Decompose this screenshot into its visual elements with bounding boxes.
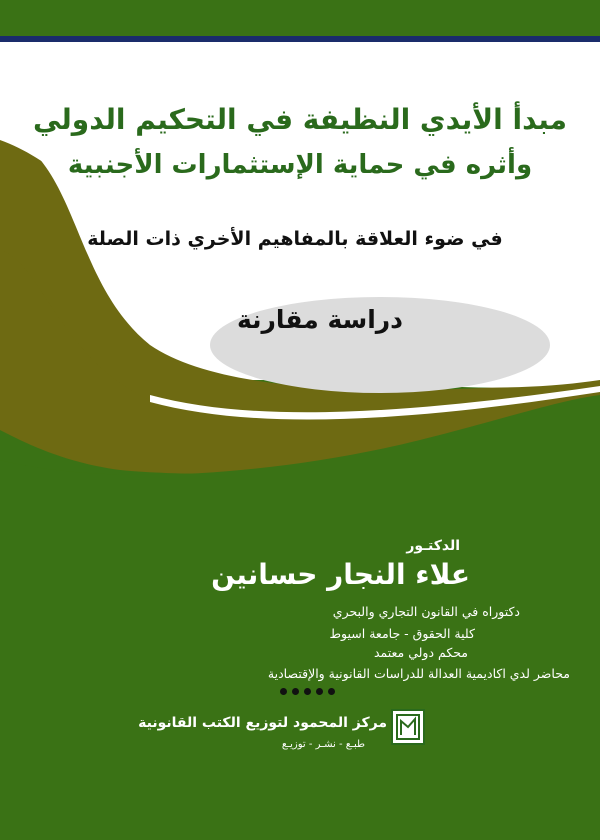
author-prefix: الدكتـور [406,538,460,554]
book-title-line2: وأثره في حماية الإستثمارات الأجنبية [67,150,533,180]
author-name: علاء النجار حسانين [211,558,470,591]
dot [292,688,299,695]
credential-line: محكم دولي معتمد [373,645,468,660]
study-type: دراسة مقارنة [236,305,404,334]
publisher-tagline: طبـع - نشـر - توزيـع [281,739,365,750]
credential-line: دكتوراه في القانون التجاري والبحري [332,604,520,619]
publisher-block [138,707,425,757]
dot [316,688,323,695]
book-title-line1: مبدأ الأيدي النظيفة في التحكيم الدولي [32,103,568,136]
credential-line: كلية الحقوق - جامعة اسيوط [329,626,475,641]
book-subtitle: في ضوء العلاقة بالمفاهيم الأخري ذات الصلة [87,228,503,250]
publisher-name: مركز المحمود لتوزيع الكتب القانونية [138,715,387,731]
publisher-logo-icon [391,709,425,745]
top-blue-stripe [0,36,600,42]
dot [304,688,311,695]
top-green-band [0,0,600,36]
dot [280,688,287,695]
separator-dots [280,688,340,698]
dot [328,688,335,695]
credential-line: محاضر لدي اكاديمية العدالة للدراسات القانونية والإقتصادية [267,666,570,681]
